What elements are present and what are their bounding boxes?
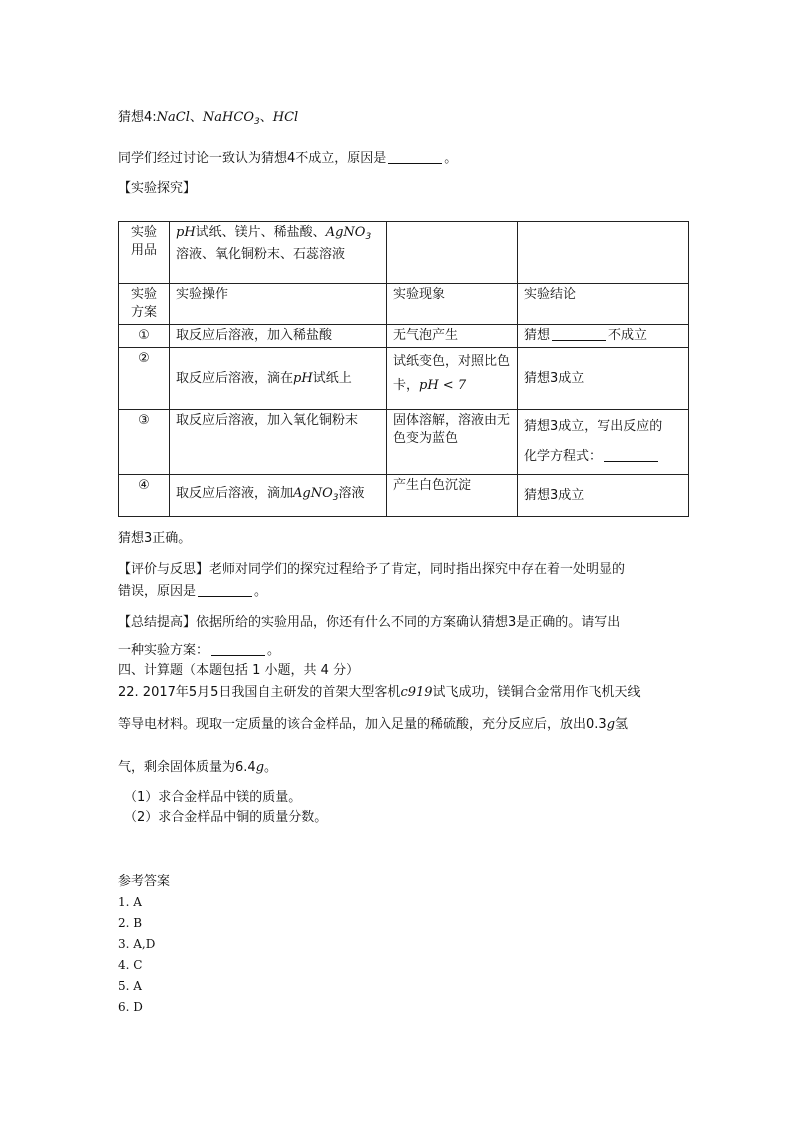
reflection-line-1: 【评价与反思】老师对同学们的探究过程给予了肯定，同时指出探究中存在着一处明显的 <box>118 562 626 577</box>
table-cell <box>387 284 518 325</box>
cell-text: 实验方案 <box>130 287 157 320</box>
separator: 、 <box>189 110 203 125</box>
q22-subquestion-1: （1）求合金样品中镁的质量。 <box>124 790 302 805</box>
q22-subquestion-2: （2）求合金样品中铜的质量分数。 <box>124 810 328 825</box>
table-cell <box>518 348 689 410</box>
table-cell <box>170 222 387 284</box>
cell-text: 溶液 <box>338 485 365 501</box>
math-unit-g: g <box>255 760 265 775</box>
conclusion-line: 猜想3正确。 <box>118 531 192 546</box>
summary-text: 一种实验方案： <box>118 643 210 658</box>
answer-item: 4. C <box>118 958 143 972</box>
cell-text: 产生白色沉淀 <box>393 478 472 493</box>
answer-blank <box>198 584 252 597</box>
cell-text: ④ <box>138 478 150 493</box>
table-cell <box>518 410 689 475</box>
cell-text: ② <box>138 351 150 366</box>
cell-text: 取反应后溶液，滴在 <box>176 370 294 386</box>
formula-nacl: NaCl <box>156 110 190 125</box>
math-ph: pH <box>176 225 196 240</box>
cell-text: 取反应后溶液，加入稀盐酸 <box>176 328 333 343</box>
reflection-line-2 <box>118 583 267 601</box>
table-cell <box>518 475 689 517</box>
cell-text: 溶液、氧化铜粉末、石蕊溶液 <box>176 247 346 262</box>
table-cell <box>518 222 689 284</box>
subscript: 3 <box>332 492 339 503</box>
table-cell <box>119 325 170 348</box>
q22-line-2 <box>118 716 628 734</box>
question-text: 气，剩余固体质量为6.4 <box>118 760 256 775</box>
table-cell <box>119 222 170 284</box>
q22-line-1 <box>118 684 641 702</box>
section-4-heading: 四、计算题（本题包括 1 小题，共 4 分） <box>118 663 360 678</box>
summary-line-1: 【总结提高】依据所给的实验用品，你还有什么不同的方案确认猜想3是正确的。请写出 <box>118 615 621 630</box>
table-cell <box>119 348 170 410</box>
answer-item: 6. D <box>118 1000 143 1014</box>
question-text: 22. 2017年5月5日我国自主研发的首架大型客机 <box>118 685 401 700</box>
cell-text: 不成立 <box>608 328 648 343</box>
punctuation: 。 <box>254 584 268 599</box>
experiment-table <box>118 221 689 517</box>
table-cell <box>170 325 387 348</box>
table-cell <box>170 475 387 517</box>
section-heading: 【实验探究】 <box>118 181 197 196</box>
table-cell <box>387 222 518 284</box>
question-text: 氢 <box>615 717 629 732</box>
q22-line-3 <box>118 759 277 777</box>
table-row <box>119 475 689 517</box>
guess4-line <box>118 109 298 131</box>
cell-text: ① <box>138 328 150 343</box>
table-row <box>119 348 689 410</box>
separator: 、 <box>259 110 273 125</box>
question-text: 等导电材料。现取一定质量的该合金样品，加入足量的稀硫酸，充分反应后，放出0.3 <box>118 717 607 732</box>
answer-blank <box>211 643 265 656</box>
cell-text: 取反应后溶液，滴加 <box>176 485 294 501</box>
table-cell <box>170 410 387 475</box>
punctuation: 。 <box>267 643 281 658</box>
reflection-text: 错误，原因是 <box>118 584 197 599</box>
answer-blank <box>552 328 606 341</box>
table-cell <box>170 284 387 325</box>
answer-item: 5. A <box>118 979 142 993</box>
cell-text: 无气泡产生 <box>393 328 459 343</box>
cell-text: 实验结论 <box>524 287 577 302</box>
table-cell <box>170 348 387 410</box>
discussion-text: 同学们经过讨论一致认为猜想4不成立，原因是 <box>118 151 387 166</box>
table-cell <box>387 410 518 475</box>
subscript: 3 <box>253 117 260 127</box>
cell-text: 化学方程式： <box>524 449 603 464</box>
table-cell <box>387 348 518 410</box>
answer-blank <box>604 449 658 462</box>
table-row <box>119 325 689 348</box>
table-cell <box>518 284 689 325</box>
table-cell <box>518 325 689 348</box>
table-row <box>119 222 689 284</box>
cell-text: 试纸变色，对照比色卡， <box>393 354 511 393</box>
table-cell <box>119 410 170 475</box>
discussion-line <box>118 150 457 168</box>
answer-item: 2. B <box>118 916 143 930</box>
formula-nahco3: NaHCO <box>202 110 254 125</box>
math-ph: pH <box>293 370 313 386</box>
cell-text: 猜想3成立，写出反应的 <box>524 419 663 434</box>
table-cell <box>387 325 518 348</box>
subscript: 3 <box>365 232 372 242</box>
formula-hcl: HCl <box>272 110 299 125</box>
math-ph-lt-7: pH < 7 <box>419 378 467 393</box>
table-row <box>119 284 689 325</box>
table-row <box>119 410 689 475</box>
table-cell <box>119 475 170 517</box>
math-c919: c919 <box>400 685 433 700</box>
answer-item: 1. A <box>118 895 142 909</box>
cell-text: 固体溶解，溶液由无色变为蓝色 <box>393 413 511 446</box>
answer-item: 3. A,D <box>118 937 156 951</box>
math-agno3: AgNO <box>293 485 333 501</box>
math-unit-g: g <box>606 717 616 732</box>
cell-text: 猜想 <box>524 328 551 343</box>
cell-text: 猜想3成立 <box>524 487 585 503</box>
cell-text: 取反应后溶液，加入氧化铜粉末 <box>176 413 359 428</box>
cell-text: 猜想3成立 <box>524 370 585 386</box>
question-text: 试飞成功，镁铜合金常用作飞机天线 <box>432 685 641 700</box>
math-agno3: AgNO <box>325 225 366 240</box>
punctuation: 。 <box>444 151 458 166</box>
answers-title: 参考答案 <box>118 874 171 889</box>
cell-text: ③ <box>138 413 150 428</box>
table-cell <box>387 475 518 517</box>
table-cell <box>119 284 170 325</box>
cell-text: 试纸上 <box>312 370 352 386</box>
guess4-label: 猜想4: <box>118 110 157 125</box>
cell-text: 实验现象 <box>393 287 446 302</box>
punctuation: 。 <box>264 760 278 775</box>
answer-blank <box>388 151 442 164</box>
summary-line-2 <box>118 642 280 660</box>
cell-text: 实验操作 <box>176 287 229 302</box>
cell-text: 实验用品 <box>130 225 157 258</box>
cell-text: 试纸、镁片、稀盐酸、 <box>195 225 326 240</box>
